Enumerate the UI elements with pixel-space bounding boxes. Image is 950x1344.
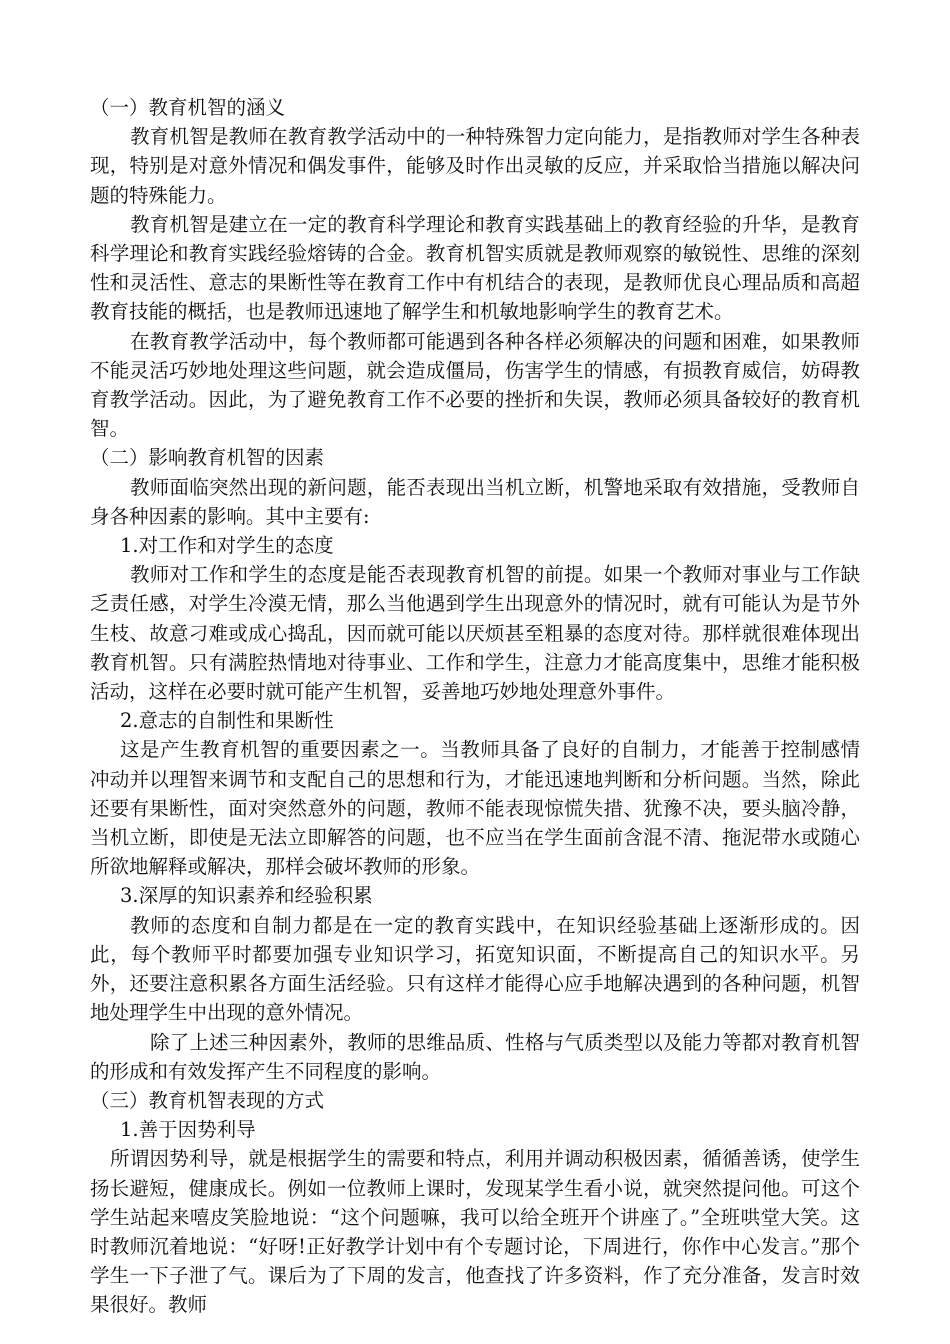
paragraph: 教师面临突然出现的新问题，能否表现出当机立断，机警地采取有效措施，受教师自身各种因素的影响。其中主要有:	[90, 475, 860, 528]
subheading: 2.意志的自制性和果断性	[120, 709, 334, 733]
section-heading-3: （三）教育机智表现的方式	[90, 1088, 325, 1112]
paragraph: 教师的态度和自制力都是在一定的教育实践中，在知识经验基础上逐渐形成的。因此，每个教师平时都要加强专业知识学习，拓宽知识面，不断提高自己的知识水平。另外，还要注意积累各方面生活经验。只有这样才能得心应手地解决遇到的各种问题，机智地处理学生中出现的意外情况。	[90, 913, 860, 1025]
subheading: 1.善于因势利导	[120, 1118, 256, 1142]
subheading: 3.深厚的知识素养和经验积累	[120, 884, 373, 908]
paragraph: 教师对工作和学生的态度是能否表现教育机智的前提。如果一个教师对事业与工作缺乏责任感，对学生冷漠无情，那么当他遇到学生出现意外的情况时，就有可能认为是节外生枝、故意刁难或成心捣乱，因而就可能以厌烦甚至粗暴的态度对待。那样就很难体现出教育机智。只有满腔热情地对待事业、工作和学生，注意力才能高度集中，思维才能积极活动，这样在必要时就可能产生机智，妥善地巧妙地处理意外事件。	[90, 563, 860, 704]
paragraph: 这是产生教育机智的重要因素之一。当教师具备了良好的自制力，才能善于控制感情冲动并以理智来调节和支配自己的思想和行为，才能迅速地判断和分析问题。当然，除此还要有果断性，面对突然意外的问题，教师不能表现惊慌失措、犹豫不决，要头脑冷静，当机立断，即使是无法立即解答的问题，也不应当在学生面前含混不清、拖泥带水或随心所欲地解释或解决，那样会破坏教师的形象。	[90, 738, 860, 879]
paragraph: 所谓因势利导，就是根据学生的需要和特点，利用并调动积极因素，循循善诱，使学生扬长避短，健康成长。例如一位教师上课时，发现某学生看小说，就突然提问他。可这个学生站起来嘻皮笑脸地说：“这个问题嘛，我可以给全班开个讲座了。”全班哄堂大笑。这时教师沉着地说：“好呀!正好教学计划中有个专题讨论，下周进行，你作中心发言。”那个学生一下子泄了气。课后为了下周的发言，他查找了许多资料，作了充分准备，发言时效果很好。教师	[90, 1147, 860, 1317]
paragraph: 除了上述三种因素外，教师的思维品质、性格与气质类型以及能力等都对教育机智的形成和有效发挥产生不同程度的影响。	[90, 1030, 860, 1083]
section-heading-2: （二）影响教育机智的因素	[90, 446, 325, 470]
paragraph: 教育机智是教师在教育教学活动中的一种特殊智力定向能力，是指教师对学生各种表现，特别是对意外情况和偶发事件，能够及时作出灵敏的反应，并采取恰当措施以解决问题的特殊能力。	[90, 125, 860, 207]
section-heading-1: （一）教育机智的涵义	[90, 96, 286, 119]
paragraph: 教育机智是建立在一定的教育科学理论和教育实践基础上的教育经验的升华，是教育科学理论和教育实践经验熔铸的合金。教育机智实质就是教师观察的敏锐性、思维的深刻性和灵活性、意志的果断性等在教育工作中有机结合的表现，是教师优良心理品质和高超教育技能的概括，也是教师迅速地了解学生和机敏地影响学生的教育艺术。	[90, 212, 860, 324]
subheading: 1.对工作和对学生的态度	[120, 534, 334, 558]
paragraph: 在教育教学活动中，每个教师都可能遇到各种各样必须解决的问题和困难，如果教师不能灵活巧妙地处理这些问题，就会造成僵局，伤害学生的情感，有损教育威信，妨碍教育教学活动。因此，为了避免教育工作不必要的挫折和失误，教师必须具备较好的教育机智。	[90, 329, 860, 441]
document-page	[90, 93, 860, 1320]
